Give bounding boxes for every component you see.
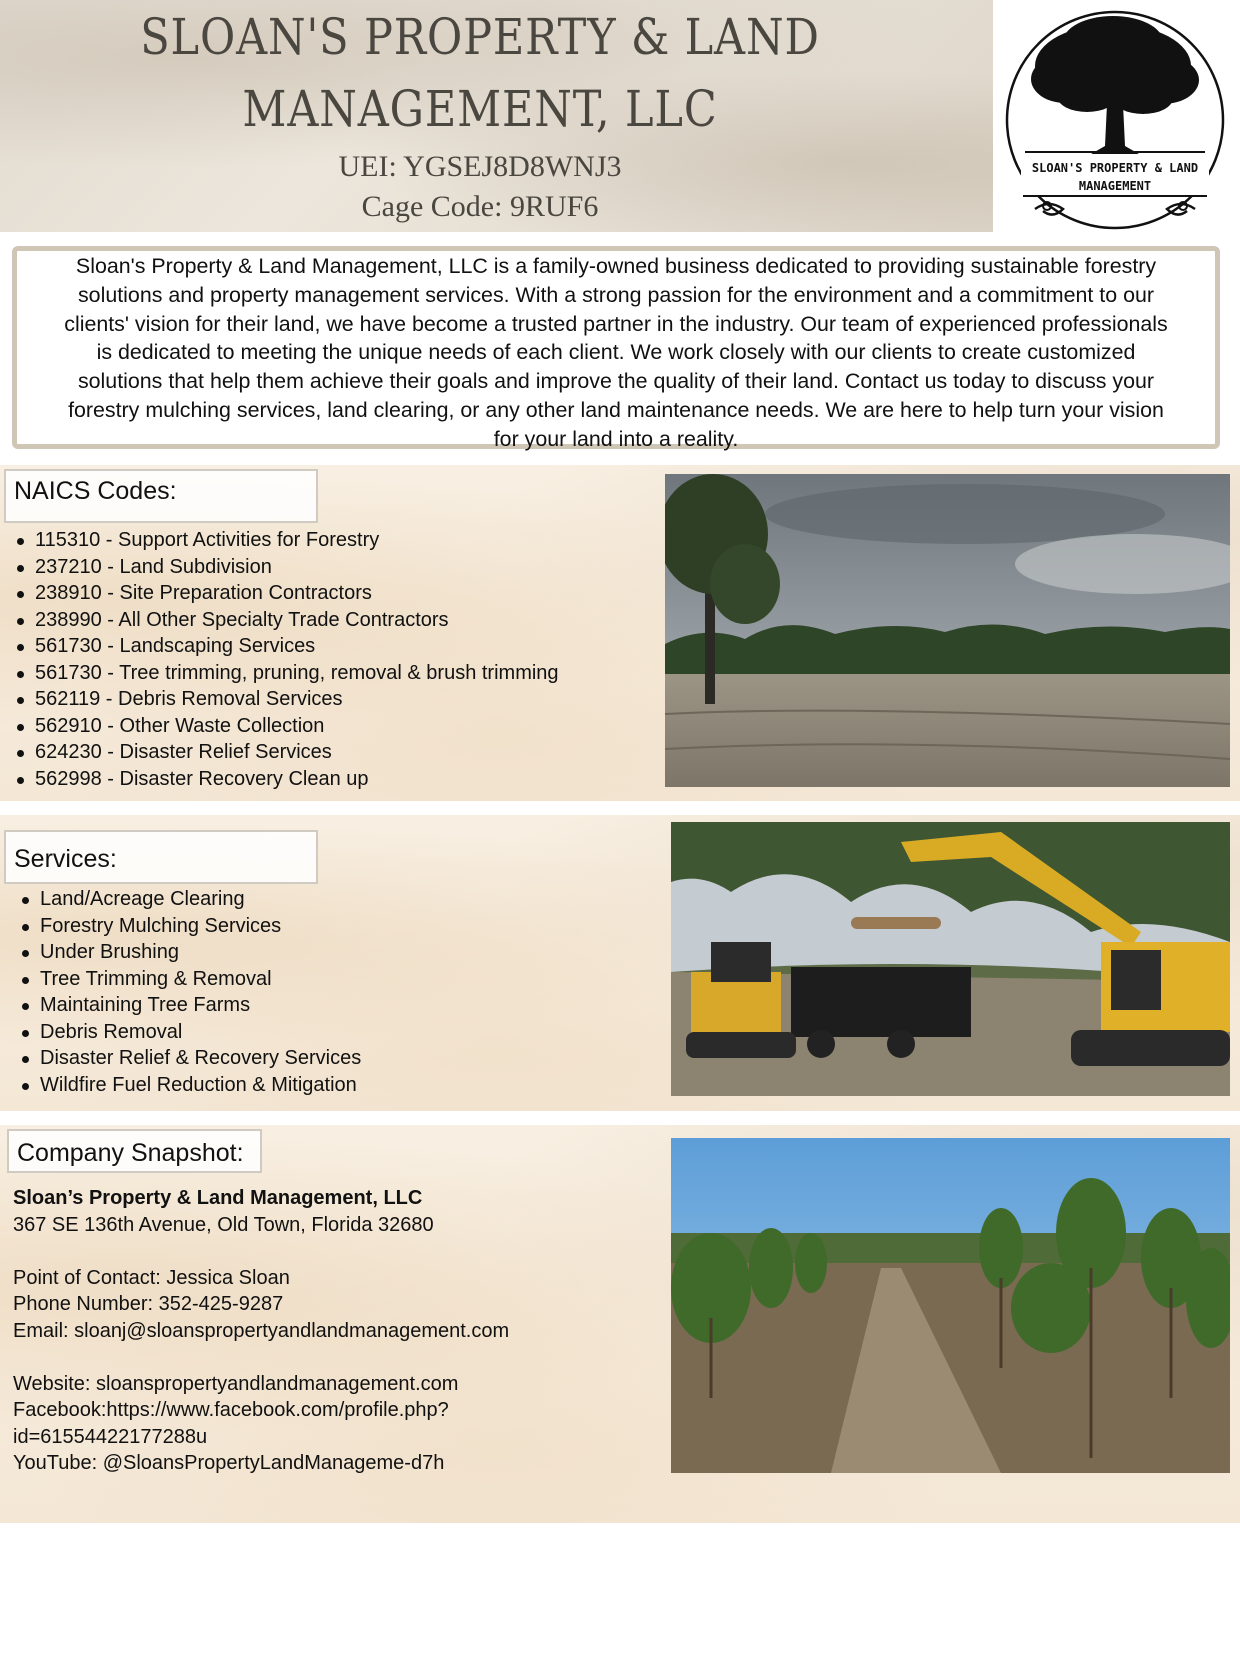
naics-item: 562998 - Disaster Recovery Clean up (5, 766, 559, 793)
snapshot-heading: Company Snapshot: (7, 1129, 262, 1173)
intro-line: clients' vision for their land, we have become a trusted partner in the industry. Our team of experienced professionals (64, 311, 1168, 336)
company-address: 367 SE 136th Avenue, Old Town, Florida 32680 (13, 1213, 434, 1236)
facebook-link: Facebook:https://www.facebook.com/profile.php? (13, 1399, 449, 1421)
naics-item: 562119 - Debris Removal Services (5, 686, 559, 713)
header-banner (0, 0, 993, 232)
cleared-land-photo (665, 474, 1230, 787)
intro-text-box (12, 246, 1220, 449)
logo-text-line2: MANAGEMENT (1078, 179, 1152, 193)
naics-item: 115310 - Support Activities for Forestry (5, 527, 559, 554)
company-logo (995, 4, 1235, 236)
service-item: Under Brushing (10, 939, 361, 966)
logo-text-line1: SLOAN'S PROPERTY & LAND (1031, 161, 1199, 175)
service-item: Disaster Relief & Recovery Services (10, 1045, 361, 1072)
website-link: Website: sloanspropertyandlandmanagement.com (13, 1372, 459, 1395)
services-list (10, 886, 361, 1098)
naics-item: 562910 - Other Waste Collection (5, 713, 559, 740)
intro-line: Sloan's Property & Land Management, LLC is a family-owned business dedicated to providing sustainable forestry (75, 254, 1157, 278)
naics-heading: NAICS Codes: (4, 469, 318, 523)
naics-item: 624230 - Disaster Relief Services (5, 739, 559, 766)
company-name: Sloan’s Property & Land Management, LLC (13, 1187, 423, 1209)
intro-line: is dedicated to meeting the unique needs of each client. We work closely with our clients to create customized (96, 340, 1136, 365)
intro-line: for your land into a reality. (493, 426, 739, 451)
email-address: Email: sloanj@sloanspropertyandlandmanagement.com (13, 1319, 510, 1342)
facebook-link-continued: id=61554422177288u (13, 1425, 208, 1448)
service-item: Maintaining Tree Farms (10, 992, 361, 1019)
pine-seedlings-photo (671, 1138, 1230, 1473)
youtube-handle: YouTube: @SloansPropertyLandManageme-d7h (13, 1452, 445, 1474)
uei-code: UEI: YGSEJ8D8WNJ3 (338, 150, 622, 183)
naics-item: 238990 - All Other Specialty Trade Contractors (5, 607, 559, 634)
naics-item: 237210 - Land Subdivision (5, 554, 559, 581)
cage-code: Cage Code: 9RUF6 (361, 190, 599, 223)
point-of-contact: Point of Contact: Jessica Sloan (13, 1266, 290, 1289)
service-item: Wildfire Fuel Reduction & Mitigation (10, 1072, 361, 1099)
naics-section (0, 465, 1240, 801)
equipment-photo (671, 822, 1230, 1096)
snapshot-details (13, 1185, 509, 1477)
intro-line: solutions that help them achieve their goals and improve the quality of their land. Contact us today to discuss your (77, 369, 1155, 394)
naics-list (5, 527, 559, 792)
company-snapshot-section (0, 1125, 1240, 1523)
naics-item: 561730 - Landscaping Services (5, 633, 559, 660)
intro-section (0, 232, 1240, 464)
intro-line: solutions and property management services. With a strong passion for the environment and a commitment to our (77, 282, 1154, 307)
services-heading: Services: (4, 830, 318, 884)
services-section (0, 815, 1240, 1111)
service-item: Land/Acreage Clearing (10, 886, 361, 913)
service-item: Tree Trimming & Removal (10, 966, 361, 993)
company-title-line1: SLOAN'S PROPERTY & LAND (140, 8, 820, 66)
service-item: Debris Removal (10, 1019, 361, 1046)
company-title-line2: MANAGEMENT, LLC (242, 80, 718, 138)
intro-line: forestry mulching services, land clearing, or any other land maintenance needs. We are here to help turn your vision (68, 397, 1164, 422)
service-item: Forestry Mulching Services (10, 913, 361, 940)
phone-number: Phone Number: 352-425-9287 (13, 1293, 284, 1315)
naics-item: 561730 - Tree trimming, pruning, removal & brush trimming (5, 660, 559, 687)
naics-item: 238910 - Site Preparation Contractors (5, 580, 559, 607)
